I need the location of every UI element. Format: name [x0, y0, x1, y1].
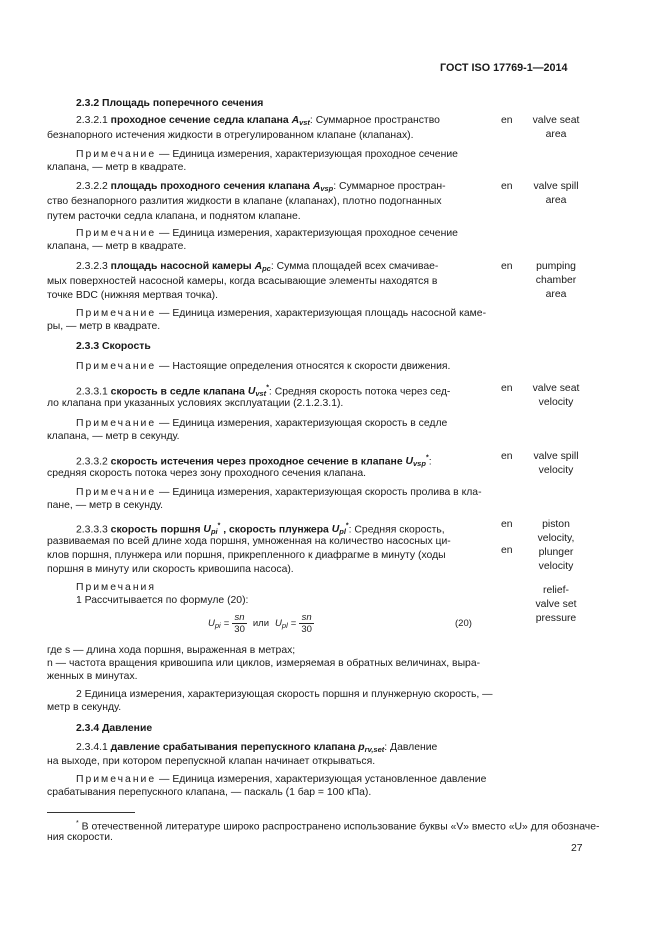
formula-20: $U_{pi}$ = $\frac{sn}{30}$ или $U_{pl}$ = $\frac{sn}{30}$ — [208, 612, 312, 635]
english-term-valve-seat-velocity: valve seat velocity — [532, 383, 580, 408]
note-2-3-4-1-line2: срабатывания перепускного клапана, — паскаль (1 бар = 100 кПа). — [47, 787, 372, 798]
note-2-3-2-1-line2: клапана, — метр в квадрате. — [47, 162, 187, 173]
term-2-3-2-3-line3: точке BDC (нижняя мертвая точка). — [47, 290, 219, 301]
term-2-3-3-3-line1: 2.3.3.3 скорость поршня $U_{pi}^*$ , скорость плунжера $U_{pl}^*$: Средняя скорость, — [76, 523, 445, 537]
section-title-2-3-3: 2.3.3 Скорость — [76, 341, 151, 352]
term-2-3-3-2-line2: средняя скорость потока через зону проходного сечения клапана. — [47, 468, 367, 479]
lang-code-en: en — [501, 115, 513, 126]
note-2-3-2-3-line1: Примечание — Единица измерения, характеризующая площадь насосной каме- — [76, 308, 487, 319]
note-2-3-3-1-line1: Примечание — Единица измерения, характеризующая скорость в седле — [76, 418, 448, 429]
lang-code-en: en — [501, 383, 513, 394]
section-title-2-3-4: 2.3.4 Давление — [76, 723, 153, 734]
english-term-piston-plunger-velocity: piston velocity, plunger velocity — [537, 519, 575, 572]
notes-item-2-line2: метр в секунду. — [47, 702, 122, 713]
footnote-line2: ния скорости. — [47, 832, 113, 843]
lang-code-en: en — [501, 181, 513, 192]
term-2-3-3-2-line1: 2.3.3.2 скорость истечения через проходное сечение в клапане $U_{vsp}^*$: — [76, 455, 432, 469]
term-2-3-3-1-line2: ло клапана при указанных условиях эксплуатации (2.1.2.3.1). — [47, 398, 344, 409]
note-2-3-2-2-line2: клапана, — метр в квадрате. — [47, 241, 187, 252]
english-term-pumping-chamber-area: pumping chamber area — [535, 261, 577, 300]
term-2-3-2-3-line2: мых поверхностей насосной камеры, когда всасывающие элементы находятся в — [47, 276, 438, 287]
term-2-3-4-1-line2: на выходе, при котором перепускной клапан начинает открываться. — [47, 756, 376, 767]
term-2-3-4-1-line1: 2.3.4.1 давление срабатывания перепускного клапана $p_{rv,set}$: Давление — [76, 742, 438, 754]
lang-code-en: en — [501, 451, 513, 462]
formula-where-1: где s — длина хода поршня, выраженная в метрах; — [47, 645, 296, 656]
term-2-3-2-1-line2: безнапорного истечения жидкости в отрегулированном клапане (клапанах). — [47, 130, 414, 141]
english-term-valve-spill-area: valve spill area — [533, 181, 579, 206]
lang-code-en: en — [501, 261, 513, 272]
term-2-3-3-1-line1: 2.3.3.1 скорость в седле клапана $U_{vst}^*$: Средняя скорость потока через сед- — [76, 385, 451, 399]
lang-code-en: en — [501, 545, 513, 556]
term-2-3-2-3-line1: 2.3.2.3 площадь насосной камеры $A_{pc}$: Сумма площадей всех смачивае- — [76, 261, 439, 273]
lang-code-en: en — [501, 519, 513, 530]
document-header: ГОСТ ISO 17769-1—2014 — [440, 62, 568, 74]
term-2-3-3-3-line3: клов поршня, плунжера или поршня, прикрепленного к диафрагме в минуту (ходы — [47, 550, 446, 561]
formula-where-3: женных в минутах. — [47, 671, 138, 682]
english-term-valve-spill-velocity: valve spill velocity — [533, 451, 579, 476]
english-term-valve-seat-area: valve seat area — [532, 115, 580, 140]
term-2-3-3-3-line2: развиваемая по всей длине хода поршня, умноженная на количество насосных ци- — [47, 536, 451, 547]
footnote-divider — [47, 812, 135, 813]
formula-number: (20) — [455, 618, 472, 629]
term-2-3-2-1-line1: 2.3.2.1 проходное сечение седла клапана $A_{vst}$: Суммарное пространство — [76, 115, 440, 127]
page-number: 27 — [571, 843, 583, 854]
term-2-3-2-2-line1: 2.3.2.2 площадь проходного сечения клапана $A_{vsp}$: Суммарное простран- — [76, 181, 446, 193]
note-2-3-2-1-line1: Примечание — Единица измерения, характеризующая проходное сечение — [76, 149, 458, 160]
term-2-3-2-2-line2: ство безнапорного разлития жидкости в клапане (клапанах), плотно подогнанных — [47, 196, 442, 207]
note-2-3-3-1-line2: клапана, — метр в секунду. — [47, 431, 180, 442]
section-title-2-3-2: 2.3.2 Площадь поперечного сечения — [76, 98, 264, 109]
notes-item-1: 1 Рассчитывается по формуле (20): — [76, 595, 249, 606]
english-term-relief-valve-set-pressure: relief- valve set pressure — [535, 585, 577, 624]
note-2-3-3-2-line2: пане, — метр в секунду. — [47, 500, 164, 511]
term-2-3-3-3-line4: поршня в минуту или скорость кривошипа насоса). — [47, 564, 294, 575]
note-2-3-4-1-line1: Примечание — Единица измерения, характеризующая установленное давление — [76, 774, 487, 785]
formula-where-2: n — частота вращения кривошипа или циклов, измеряемая в обратных величинах, выра- — [47, 658, 481, 669]
note-2-3-3-2-line1: Примечание — Единица измерения, характеризующая скорость пролива в кла- — [76, 487, 482, 498]
note-2-3-2-2-line1: Примечание — Единица измерения, характеризующая проходное сечение — [76, 228, 458, 239]
term-2-3-2-2-line3: путем расточки седла клапана, и поднятом клапане. — [47, 211, 301, 222]
notes-item-2-line1: 2 Единица измерения, характеризующая скорость поршня и плунжерную скорость, — — [76, 689, 493, 700]
note-2-3-3: Примечание — Настоящие определения относятся к скорости движения. — [76, 361, 451, 372]
note-2-3-2-3-line2: ры, — метр в квадрате. — [47, 321, 161, 332]
footnote-line1: * В отечественной литературе широко распространено использование буквы «V» вместо «U» для обозначе- — [76, 820, 600, 833]
notes-title: Примечания — [76, 582, 156, 593]
